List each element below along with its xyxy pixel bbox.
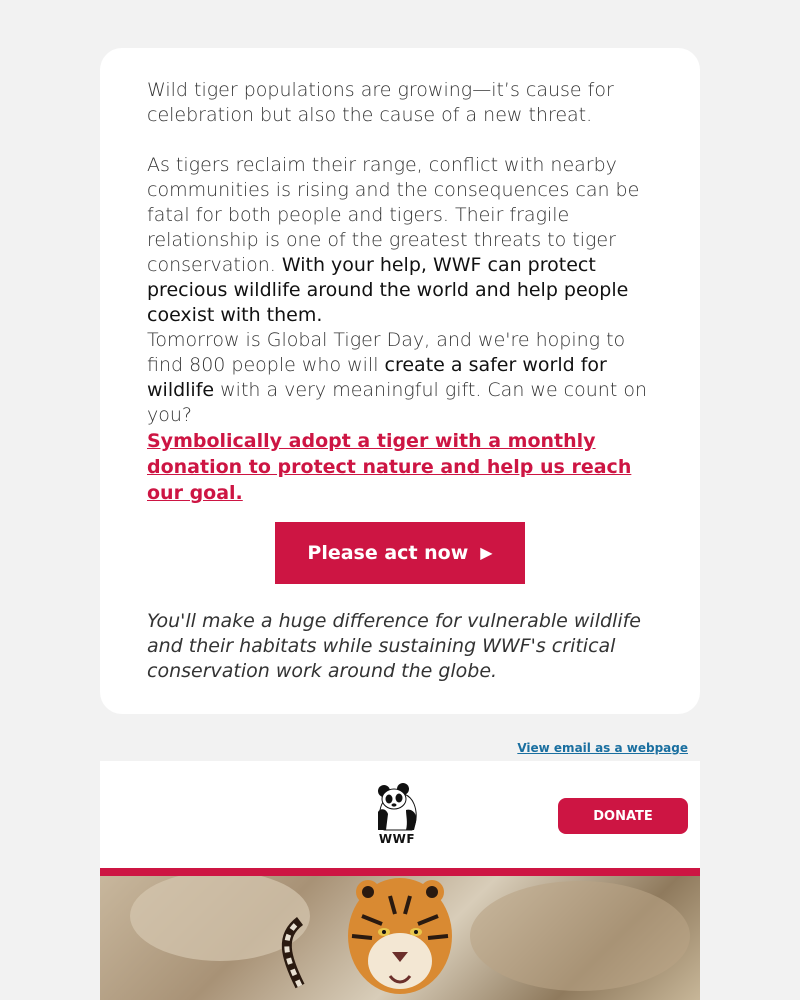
tiger-day-text-start: Tomorrow is Global Tiger Day, and we're hoping to find 800 people who will <box>147 329 626 376</box>
tiger-hero-image <box>100 876 700 1000</box>
play-icon: ▶ <box>480 543 493 562</box>
intro-paragraph <box>147 78 659 128</box>
act-button-label: Please act now <box>307 542 469 564</box>
tiger-day-text-end: with a very meaningful gift. Can we count on you? <box>147 379 647 426</box>
conflict-paragraph <box>147 153 659 328</box>
tiger-day-paragraph <box>147 328 659 428</box>
closing-paragraph: You'll make a huge difference for vulnerable wildlife and their habitats while sustaining WWF's critical conservation work around the globe. <box>147 610 641 682</box>
panda-logo-icon <box>370 782 424 832</box>
adopt-tiger-link[interactable]: Symbolically adopt a tiger with a monthly donation to protect nature and help us reach our goal. <box>147 430 632 504</box>
conflict-text: As tigers reclaim their range, conflict with nearby communities is rising and the consequences can be fatal for both people and tigers. Their fragile relationship is one of the greatest threats to tiger conservation. <box>147 154 640 276</box>
wwf-logo[interactable] <box>370 782 424 848</box>
tiger-image-icon <box>100 876 700 1000</box>
intro-text: Wild tiger populations are growing—it’s cause for celebration but also the cause of a new threat. <box>147 79 614 126</box>
donate-button[interactable]: DONATE <box>558 798 688 834</box>
header-divider <box>100 868 700 876</box>
view-as-webpage-link[interactable]: View email as a webpage <box>517 741 688 755</box>
wwf-logo-text: WWF <box>378 832 416 846</box>
help-emphasis-text: With your help, WWF can protect precious wildlife around the world and help people coexist with them. <box>147 254 629 326</box>
safer-world-emphasis: create a safer world for wildlife <box>147 354 607 401</box>
please-act-now-button[interactable] <box>275 522 525 584</box>
